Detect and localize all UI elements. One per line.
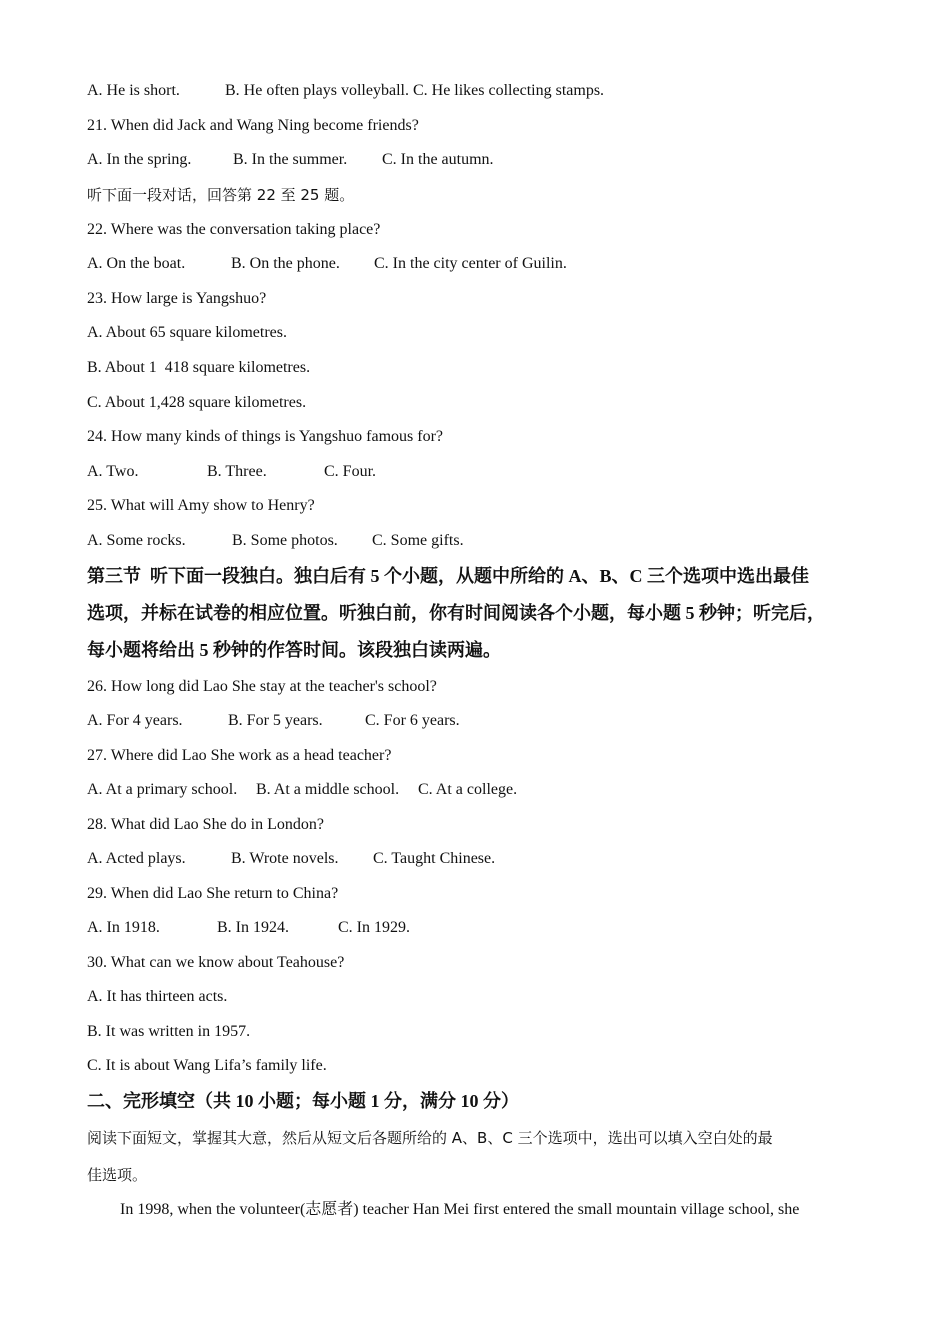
q22-options	[87, 254, 567, 274]
option-c: C. For 6 years.	[365, 712, 460, 729]
option-c: C. Taught Chinese.	[373, 850, 496, 867]
question-25: 25. What will Amy show to Henry?	[87, 497, 315, 514]
option-a: A. Two.	[87, 463, 139, 480]
option-a: A. Some rocks.	[87, 532, 186, 549]
q30-option-c: C. It is about Wang Lifa’s family life.	[87, 1057, 327, 1074]
question-23: 23. How large is Yangshuo?	[87, 290, 267, 307]
q25-options	[87, 531, 464, 551]
section3-heading-line1: 第三节 听下面一段独白。独白后有 5 个小题，从题中所给的 A、B、C 三个选项中选出最佳	[87, 566, 810, 586]
option-b: B. For 5 years.	[228, 712, 323, 729]
option-b-c: B. He often plays volleyball. C. He likes collecting stamps.	[225, 82, 605, 99]
option-b: B. In 1924.	[217, 919, 289, 936]
q26-options	[87, 711, 460, 731]
part2-heading: 二、完形填空（共 10 小题；每小题 1 分，满分 10 分）	[87, 1091, 519, 1111]
part2-instruction-line2: 佳选项。	[87, 1166, 148, 1184]
q23-option-b: B. About 1 418 square kilometres.	[87, 359, 311, 376]
option-c: C. In 1929.	[338, 919, 410, 936]
option-b: B. Wrote novels.	[231, 850, 339, 867]
question-27: 27. Where did Lao She work as a head teacher?	[87, 747, 392, 764]
q27-options	[87, 780, 517, 800]
option-c: C. In the autumn.	[382, 151, 494, 168]
option-a: A. On the boat.	[87, 255, 186, 272]
passage-line1: In 1998, when the volunteer(志愿者) teacher Han Mei first entered the small mountain village school, she	[120, 1201, 800, 1218]
option-c: C. At a college.	[418, 781, 518, 798]
option-a: A. In 1918.	[87, 919, 160, 936]
option-b: B. In the summer.	[233, 151, 348, 168]
option-c: C. Four.	[324, 463, 377, 480]
q23-option-c: C. About 1,428 square kilometres.	[87, 394, 307, 411]
instruction-22-25: 听下面一段对话，回答第 22 至 25 题。	[87, 186, 355, 204]
option-b: B. On the phone.	[231, 255, 340, 272]
q24-options	[87, 462, 376, 482]
question-26: 26. How long did Lao She stay at the teacher's school?	[87, 678, 437, 695]
option-c: C. In the city center of Guilin.	[374, 255, 567, 272]
q30-option-b: B. It was written in 1957.	[87, 1023, 251, 1040]
option-b: B. At a middle school.	[256, 781, 400, 798]
section3-heading-line3: 每小题将给出 5 秒钟的作答时间。该段独白读两遍。	[87, 640, 501, 660]
q23-option-a: A. About 65 square kilometres.	[87, 324, 287, 341]
q20-options	[87, 81, 604, 101]
q28-options	[87, 849, 495, 869]
q30-option-a: A. It has thirteen acts.	[87, 988, 228, 1005]
section3-heading-line2: 选项，并标在试卷的相应位置。听独白前，你有时间阅读各个小题，每小题 5 秒钟；听完后，	[87, 603, 825, 623]
question-30: 30. What can we know about Teahouse?	[87, 954, 345, 971]
q21-options	[87, 150, 494, 170]
option-c: C. Some gifts.	[372, 532, 464, 549]
q29-options	[87, 918, 410, 938]
question-21: 21. When did Jack and Wang Ning become friends?	[87, 117, 419, 134]
option-a: A. Acted plays.	[87, 850, 186, 867]
question-29: 29. When did Lao She return to China?	[87, 885, 339, 902]
part2-instruction-line1: 阅读下面短文，掌握其大意，然后从短文后各题所给的 A、B、C 三个选项中，选出可以填入空白处的最	[87, 1129, 773, 1147]
question-24: 24. How many kinds of things is Yangshuo famous for?	[87, 428, 443, 445]
question-28: 28. What did Lao She do in London?	[87, 816, 324, 833]
option-a: A. For 4 years.	[87, 712, 183, 729]
option-a: A. At a primary school.	[87, 781, 238, 798]
option-a: A. In the spring.	[87, 151, 192, 168]
question-22: 22. Where was the conversation taking place?	[87, 221, 381, 238]
option-b: B. Three.	[207, 463, 267, 480]
option-b: B. Some photos.	[232, 532, 338, 549]
option-a: A. He is short.	[87, 82, 180, 99]
